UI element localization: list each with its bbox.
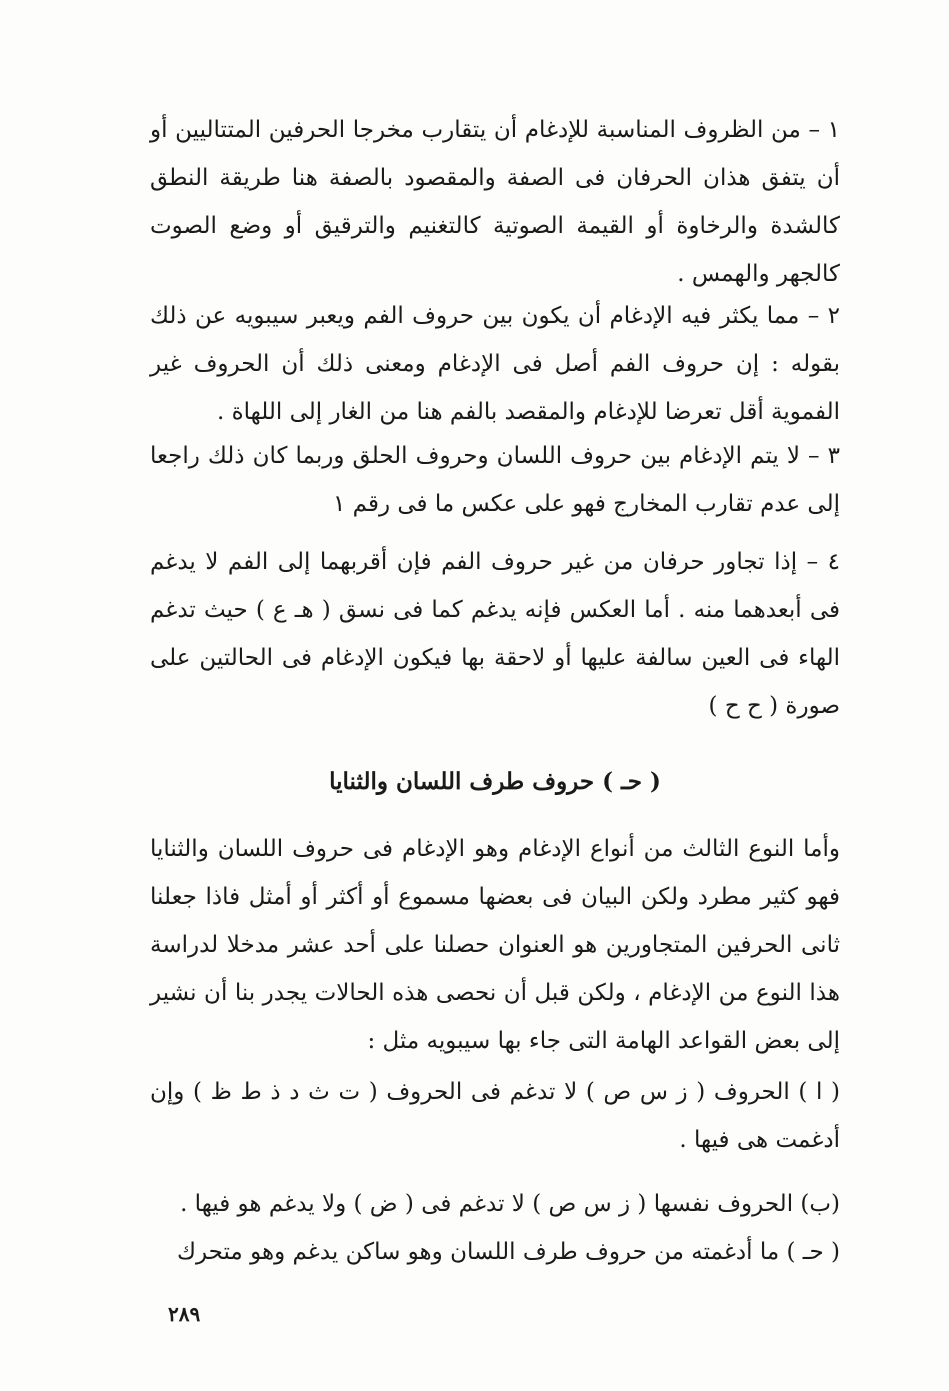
rule-a xyxy=(150,1068,840,1164)
intro-paragraph xyxy=(150,825,840,1065)
paragraph-1 xyxy=(150,106,840,298)
paragraph-3 xyxy=(150,432,840,528)
rule-b xyxy=(150,1180,840,1228)
rule-a-text: ( ا ) الحروف ( ز س ص ) لا تدغم فى الحروف ( ت ث د ذ ط ظ ) وإن أدغمت هى فيها . xyxy=(150,1079,840,1153)
paragraph-1-text: ١ – من الظروف المناسبة للإدغام أن يتقارب مخرجا الحرفين المتتاليين أو أن يتفق هذان الحرفان فى الصفة والمقصود بالصفة هنا طريقة النطق كالشدة والرخاوة أو القيمة الصوتية كالتغنيم والترقيق أو وضع الصوت كالجهر والهمس . xyxy=(150,117,840,287)
paragraph-4-text: ٤ – إذا تجاور حرفان من غير حروف الفم فإن أقربهما إلى الفم لا يدغم فى أبعدهما منه . أما العكس فإنه يدغم كما فى نسق ( هـ ع ) حيث تدغم الهاء فى العين سالفة عليها أو لاحقة بها فيكون الإدغام فى الحالتين على صورة ( ح ح ) xyxy=(150,549,840,719)
intro-paragraph-text: وأما النوع الثالث من أنواع الإدغام وهو الإدغام فى حروف اللسان والثنايا فهو كثير مطرد ولكن البيان فى بعضها مسموع أو أكثر أو أمثل فاذا جعلنا ثانى الحرفين المتجاورين هو العنوان حصلنا على أحد عشر مدخلا لدراسة هذا النوع من الإدغام ، ولكن قبل أن نحصى هذه الحالات يجدر بنا أن نشير إلى بعض القواعد الهامة التى جاء بها سيبويه مثل : xyxy=(150,836,840,1054)
page-number: ٢٨٩ xyxy=(168,1302,201,1326)
paragraph-3-text: ٣ – لا يتم الإدغام بين حروف اللسان وحروف الحلق وربما كان ذلك راجعا إلى عدم تقارب المخارج فهو على عكس ما فى رقم ١ xyxy=(150,443,840,517)
rule-b-text: (ب) الحروف نفسها ( ز س ص ) لا تدغم فى ( ض ) ولا يدغم هو فيها . xyxy=(180,1191,840,1217)
paragraph-4 xyxy=(150,538,840,730)
paragraph-2 xyxy=(150,292,840,436)
section-heading: ( حـ ) حروف طرف اللسان والثنايا xyxy=(329,768,661,795)
rule-c-text: ( حـ ) ما أدغمته من حروف طرف اللسان وهو ساكن يدغم وهو متحرك xyxy=(177,1239,840,1265)
paragraph-2-text: ٢ – مما يكثر فيه الإدغام أن يكون بين حروف الفم ويعبر سيبويه عن ذلك بقوله : إن حروف الفم أصل فى الإدغام ومعنى ذلك أن الحروف غير الفموية أقل تعرضا للإدغام والمقصد بالفم هنا من الغار إلى اللهاة . xyxy=(150,303,840,425)
rule-c xyxy=(150,1228,840,1276)
